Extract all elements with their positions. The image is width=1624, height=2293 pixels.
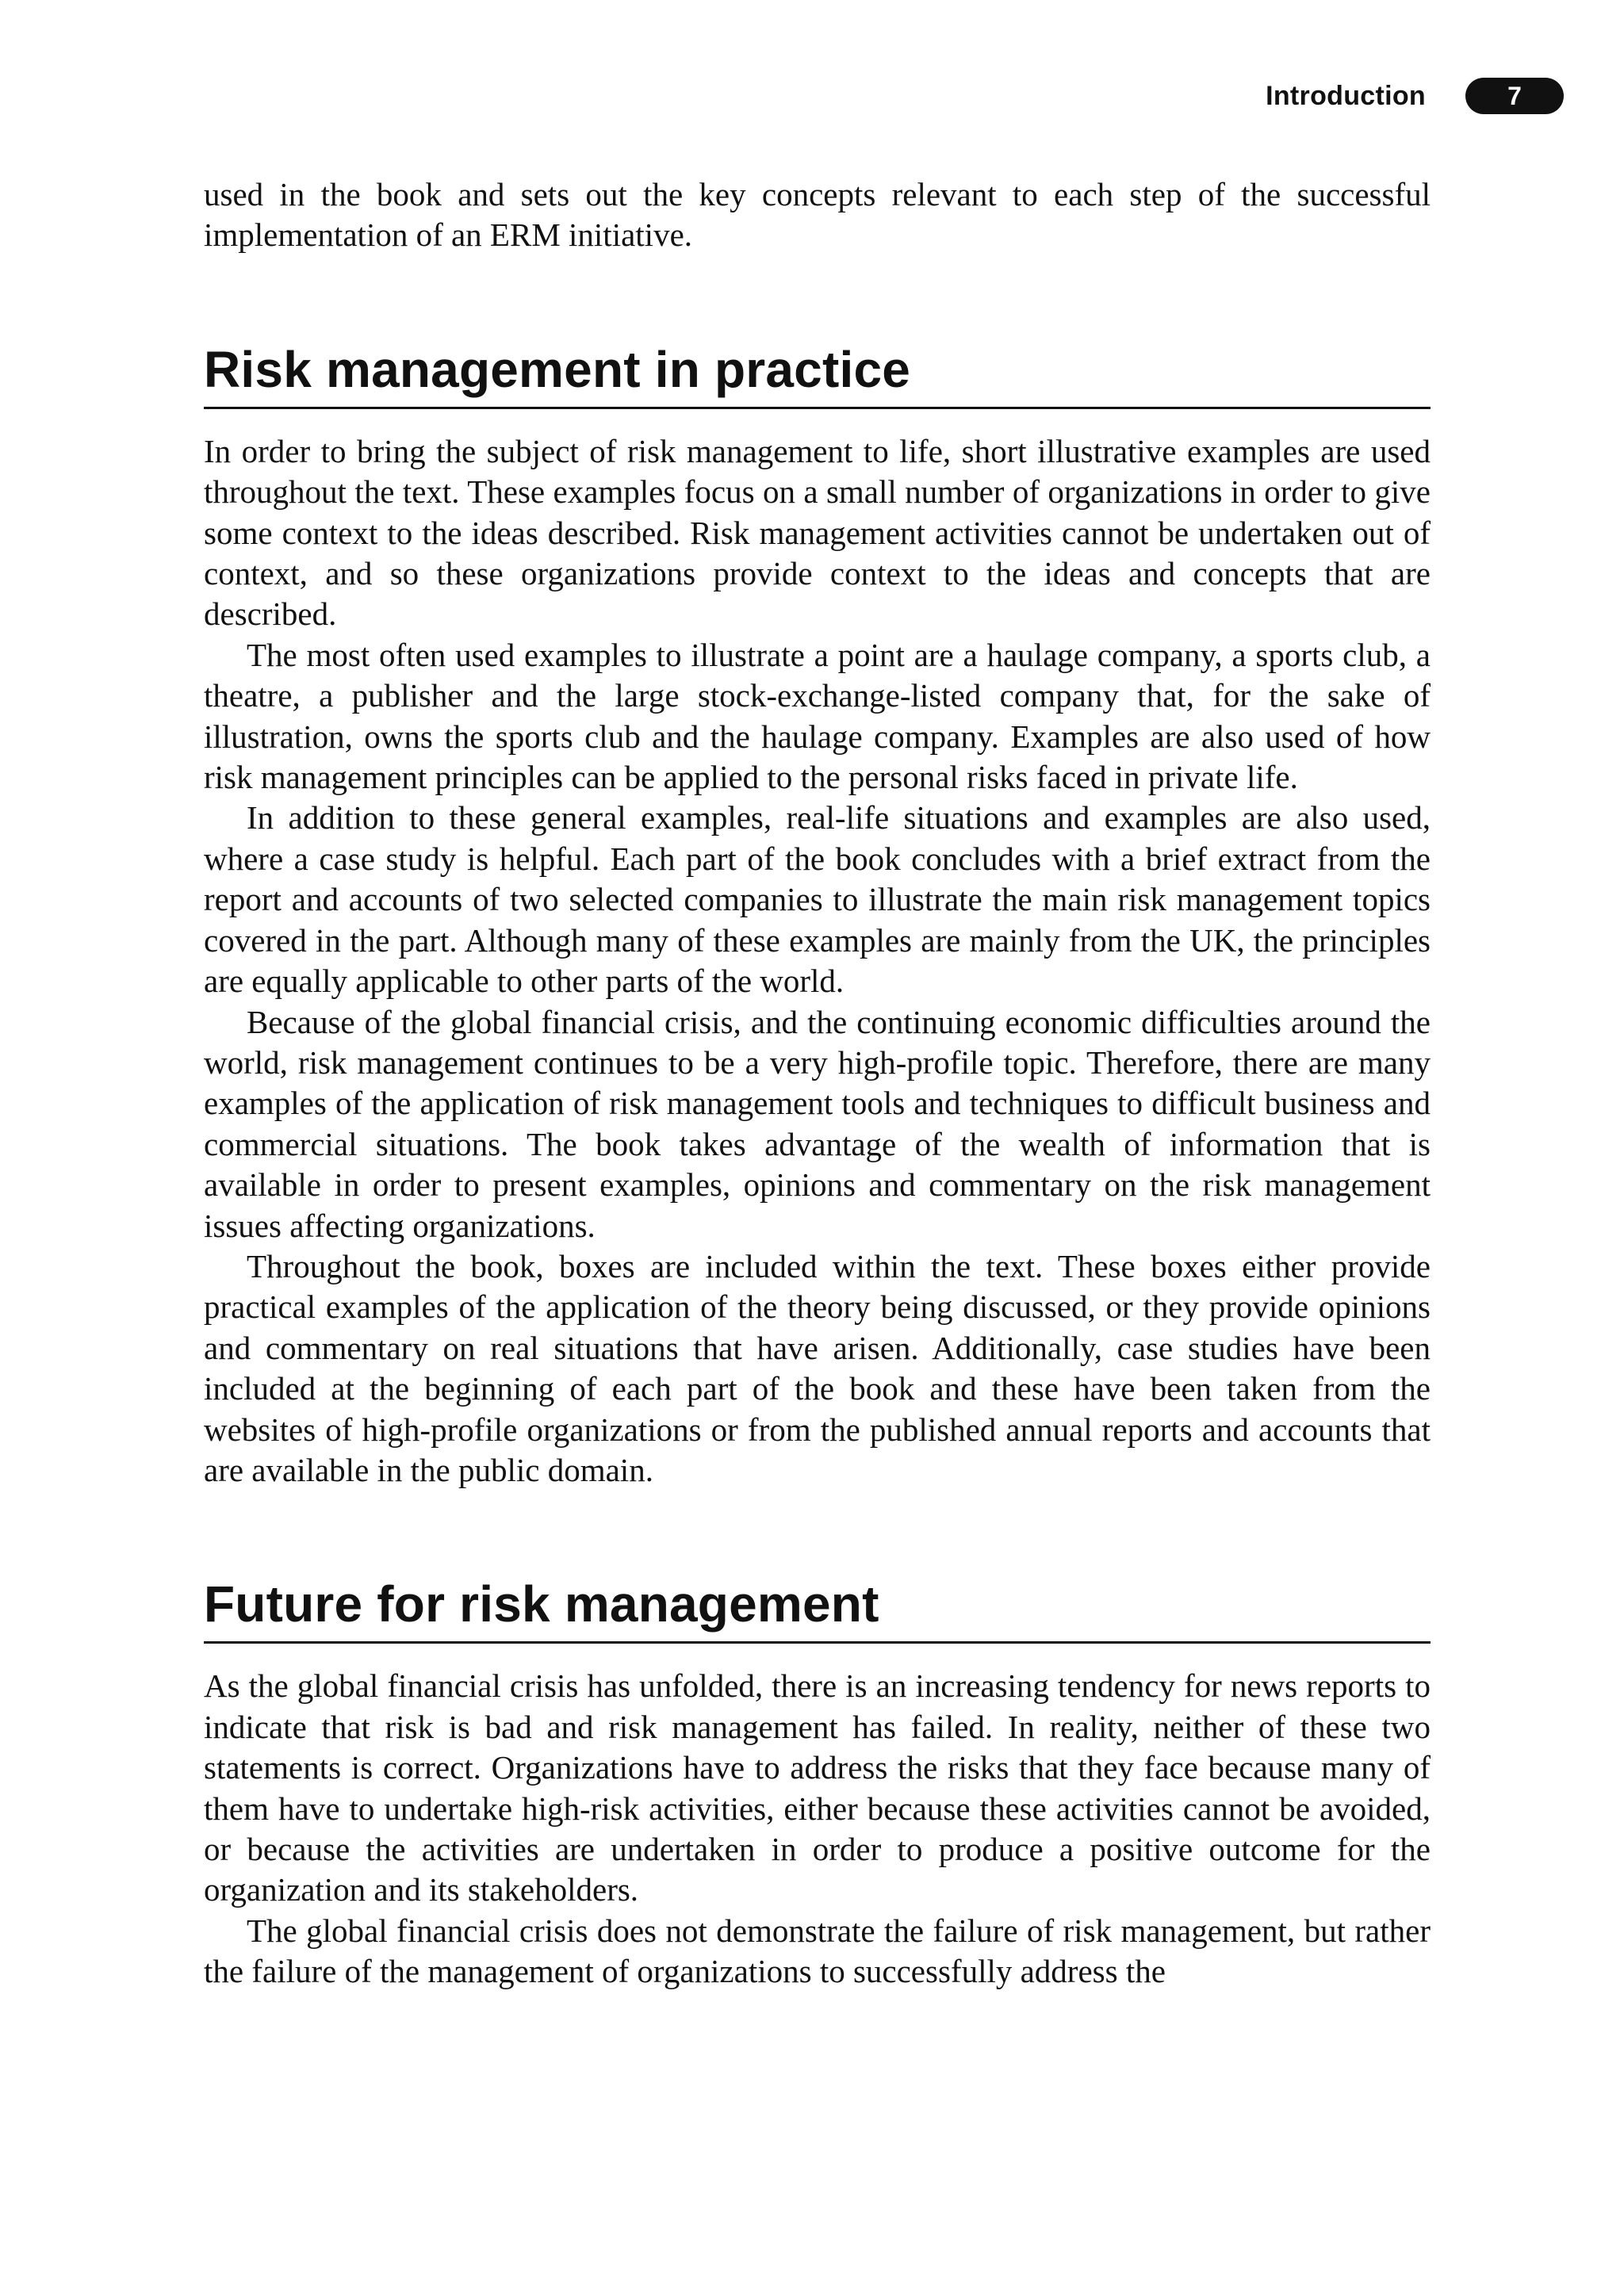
paragraph: In addition to these general examples, real-life situations and examples are also used, where a case study is helpful. Each part of the book concludes with a brief extract from the report and accounts of two selected companies to illustrate the main risk management topics covered in the part. Although many of these examples are mainly from the UK, the principles are equally applicable to other parts of the world. [204,799,1431,1000]
paragraph: Because of the global financial crisis, and the continuing economic difficulties around the world, risk management continues to be a very high-profile topic. Therefore, there are many examples of the application of risk management tools and techniques to difficult business and commercial situations. The book takes advantage of the wealth of information that is available in order to present examples, opinions and commentary on the risk management issues affecting organizations. [204,1003,1431,1244]
running-title: Introduction [1266,80,1426,111]
intro-continuation-paragraph: used in the book and sets out the key concepts relevant to each step of the successful implementation of an ERM initiative. [204,176,1431,254]
section-heading-future-for-risk-management: Future for risk management [204,1575,879,1633]
paragraph: As the global financial crisis has unfolded, there is an increasing tendency for news reports to indicate that risk is bad and risk management has failed. In reality, neither of these two statements is correct. Organizations have to address the risks that they face because many of them have to undertake high-risk activities, either because these activities cannot be avoided, or because the activities are undertaken in order to produce a positive outcome for the organization and its stakeholders. [204,1667,1431,1908]
section-heading-risk-management-in-practice: Risk management in practice [204,340,911,398]
running-header [1266,78,1564,114]
paragraph: Throughout the book, boxes are included within the text. These boxes either provide practical examples of the application of the theory being discussed, or they provide opinions and commentary on real situations that have arisen. Additionally, case studies have been included at the beginning of each part of the book and these have been taken from the websites of high-profile organizations or from the published annual reports and accounts that are available in the public domain. [204,1247,1431,1488]
section-heading-rule [204,339,1431,409]
section-heading-rule [204,1573,1431,1644]
paragraph: The most often used examples to illustrate a point are a haulage company, a sports club, a theatre, a publisher and the large stock-exchange-listed company that, for the sake of illustration, owns the sports club and the haulage company. Examples are also used of how risk management principles can be applied to the personal risks faced in private life. [204,636,1431,796]
page-number: 7 [1465,78,1564,114]
paragraph: The global financial crisis does not demonstrate the failure of risk management, but rather the failure of the management of organizations to successfully address the [204,1912,1431,1990]
page-body [204,174,1431,1992]
paragraph: In order to bring the subject of risk management to life, short illustrative examples are used throughout the text. These examples focus on a small number of organizations in order to give some context to the ideas described. Risk management activities cannot be undertaken out of context, and so these organizations provide context to the ideas and concepts that are described. [204,432,1431,633]
